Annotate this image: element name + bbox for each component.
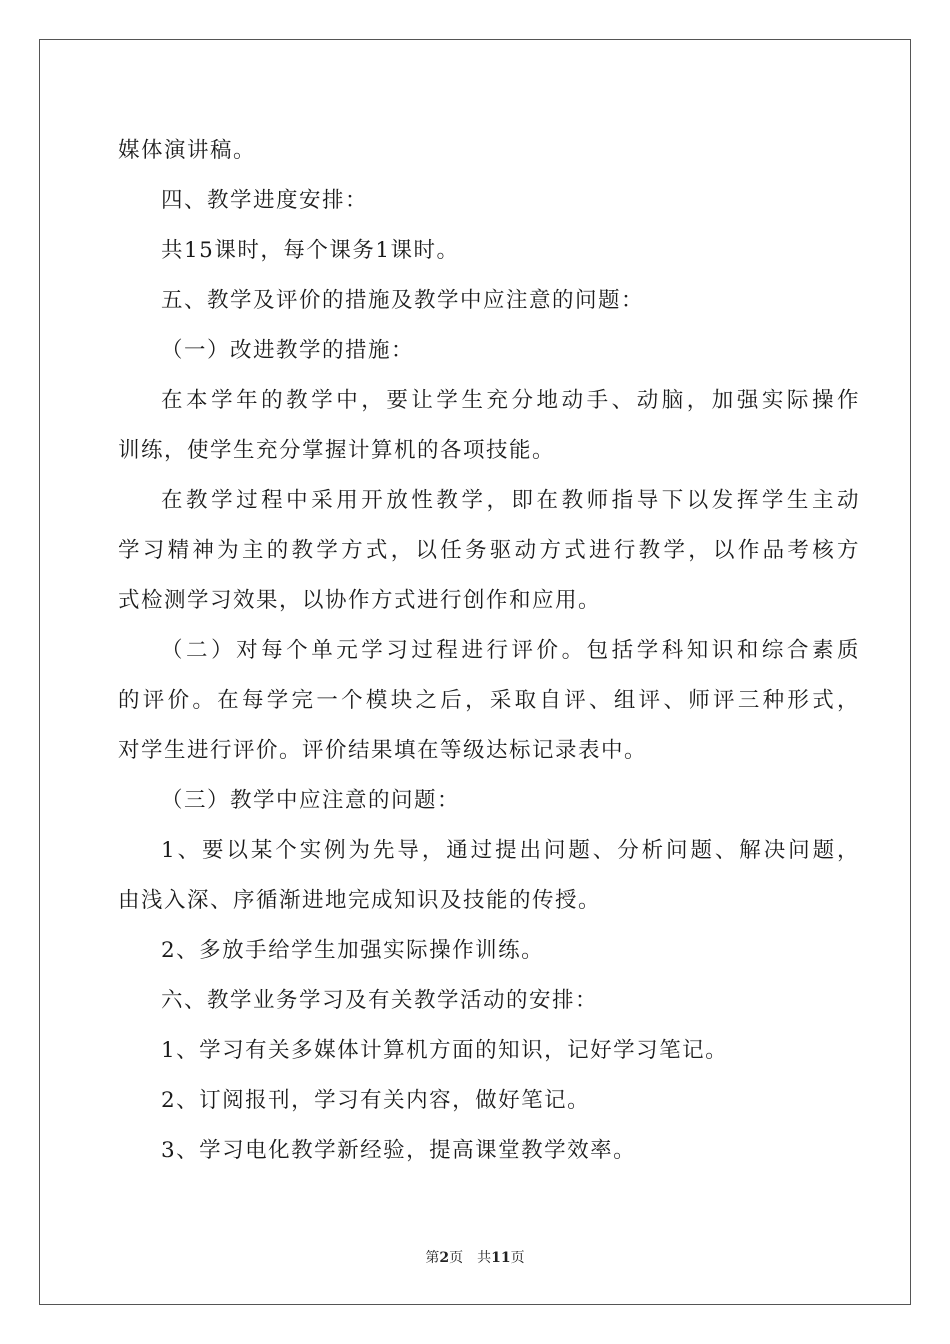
text-line: （三）教学中应注意的问题： <box>161 788 461 813</box>
text-line: 1、学习有关多媒体计算机方面的知识，记好学习笔记。 <box>161 1038 729 1063</box>
text-line: 共15课时，每个课务1课时。 <box>161 238 460 263</box>
text-line: 对学生进行评价。评价结果填在等级达标记录表中。 <box>118 738 648 763</box>
text-line: 1、要以某个实例为先导，通过提出问题、分析问题、解决问题， <box>161 838 860 863</box>
text-line: （一）改进教学的措施： <box>161 338 415 363</box>
text-line: 媒体演讲稿。 <box>118 138 257 163</box>
page-footer <box>0 1247 950 1267</box>
text-line: 在本学年的教学中，要让学生充分地动手、动脑，加强实际操作 <box>161 388 860 413</box>
text-line: 的评价。在每学完一个模块之后，采取自评、组评、师评三种形式， <box>118 688 860 713</box>
document-body <box>118 126 860 1176</box>
footer-page-number: 2 <box>439 1250 450 1266</box>
text-line: 由浅入深、序循渐进地完成知识及技能的传授。 <box>118 888 602 913</box>
text-line: 3、学习电化教学新经验，提高课堂教学效率。 <box>161 1138 637 1163</box>
text-line: （二）对每个单元学习过程进行评价。包括学科知识和综合素质 <box>161 638 860 663</box>
footer-page-total: 11 <box>491 1250 511 1266</box>
text-line: 式检测学习效果，以协作方式进行创作和应用。 <box>118 588 602 613</box>
footer-suffix: 页 <box>510 1250 525 1266</box>
text-line: 训练，使学生充分掌握计算机的各项技能。 <box>118 438 556 463</box>
footer-prefix: 第 <box>425 1250 440 1266</box>
text-line: 四、教学进度安排： <box>161 188 369 213</box>
text-line: 六、教学业务学习及有关教学活动的安排： <box>161 988 599 1013</box>
text-line: 学习精神为主的教学方式，以任务驱动方式进行教学，以作品考核方 <box>118 538 860 563</box>
text-line: 2、多放手给学生加强实际操作训练。 <box>161 938 545 963</box>
footer-middle: 页 共 <box>449 1250 492 1266</box>
text-line: 在教学过程中采用开放性教学，即在教师指导下以发挥学生主动 <box>161 488 860 513</box>
text-line: 五、教学及评价的措施及教学中应注意的问题： <box>161 288 645 313</box>
text-line: 2、订阅报刊，学习有关内容，做好笔记。 <box>161 1088 591 1113</box>
